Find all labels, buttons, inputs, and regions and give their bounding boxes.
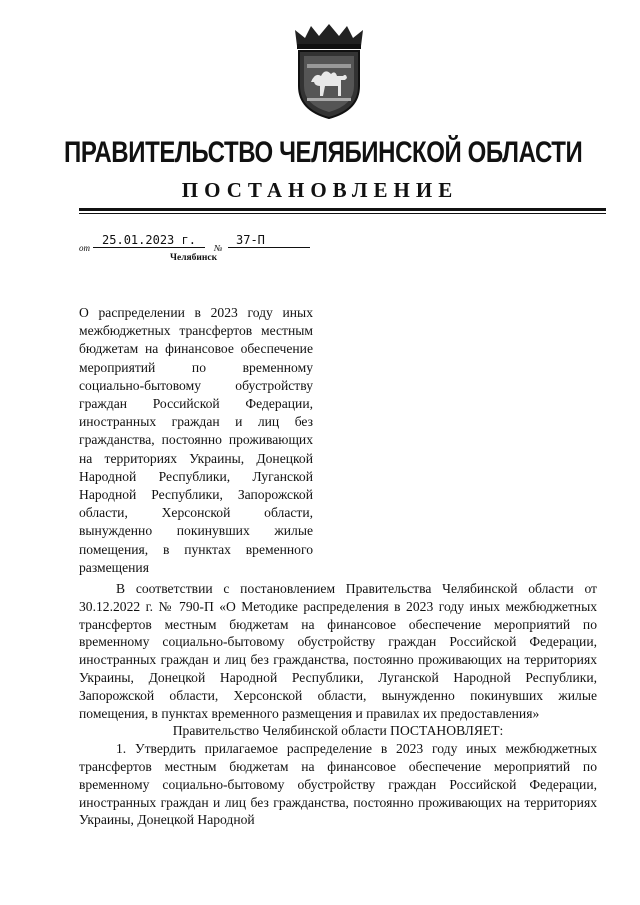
- document-date: 25.01.2023 г.: [93, 233, 205, 248]
- city-name: Челябинск: [170, 253, 218, 263]
- header-rule-thick: [79, 208, 606, 211]
- document-number: 37-П: [228, 233, 310, 248]
- document-subject: О распределении в 2023 году иных межбюджетных трансфертов местным бюджетам на финансовое обеспечение мероприятий по временному социально-бытовому обустройству граждан Российской Федерации, иностранных граждан и лиц без гражданства, постоянно проживающих на территориях Украины, Донецкой Народной Республики, Луганской Народной Республики, Запорожской области, Херсонской области, вынужденно покинувших жилые помещения, в пунктах временного размещения: [79, 305, 313, 575]
- chelyabinsk-coat-of-arms-icon: [289, 24, 369, 120]
- date-label: от: [79, 243, 90, 253]
- header-rule-thin: [79, 213, 606, 214]
- organization-title: ПРАВИТЕЛЬСТВО ЧЕЛЯБИНСКОЙ ОБЛАСТИ: [64, 136, 583, 169]
- document-meta: [0, 233, 640, 273]
- item-1-paragraph: 1. Утвердить прилагаемое распределение в 2023 году иных межбюджетных трансфертов местным бюджетам на финансовое обеспечение мероприятий по временному социально-бытовому обустройству граждан Российской Федерации, иностранных граждан и лиц без гражданства, постоянно проживающих на территориях Украины, Донецкой Народной: [79, 741, 597, 828]
- document-type: ПОСТАНОВЛЕНИЕ: [181, 178, 459, 202]
- number-label: №: [214, 243, 223, 253]
- document-body: [79, 580, 597, 829]
- resolution-clause: Правительство Челябинской области ПОСТАНОВЛЯЕТ:: [172, 723, 504, 739]
- preamble-paragraph: В соответствии с постановлением Правительства Челябинской области от 30.12.2022 г. № 790-П «О Методике распределения в 2023 году иных межбюджетных трансфертов местным бюджетам на финансовое обеспечение мероприятий по временному социально-бытовому обустройству граждан Российской Федерации, иностранных граждан и лиц без гражданства, постоянно проживающих на территориях Украины, Донецкой Народной Республики, Луганской Народной Республики, Запорожской области, Херсонской области, вынужденно покинувших жилые помещения, в пунктах временного размещения и правилах их предоставления»: [79, 581, 597, 721]
